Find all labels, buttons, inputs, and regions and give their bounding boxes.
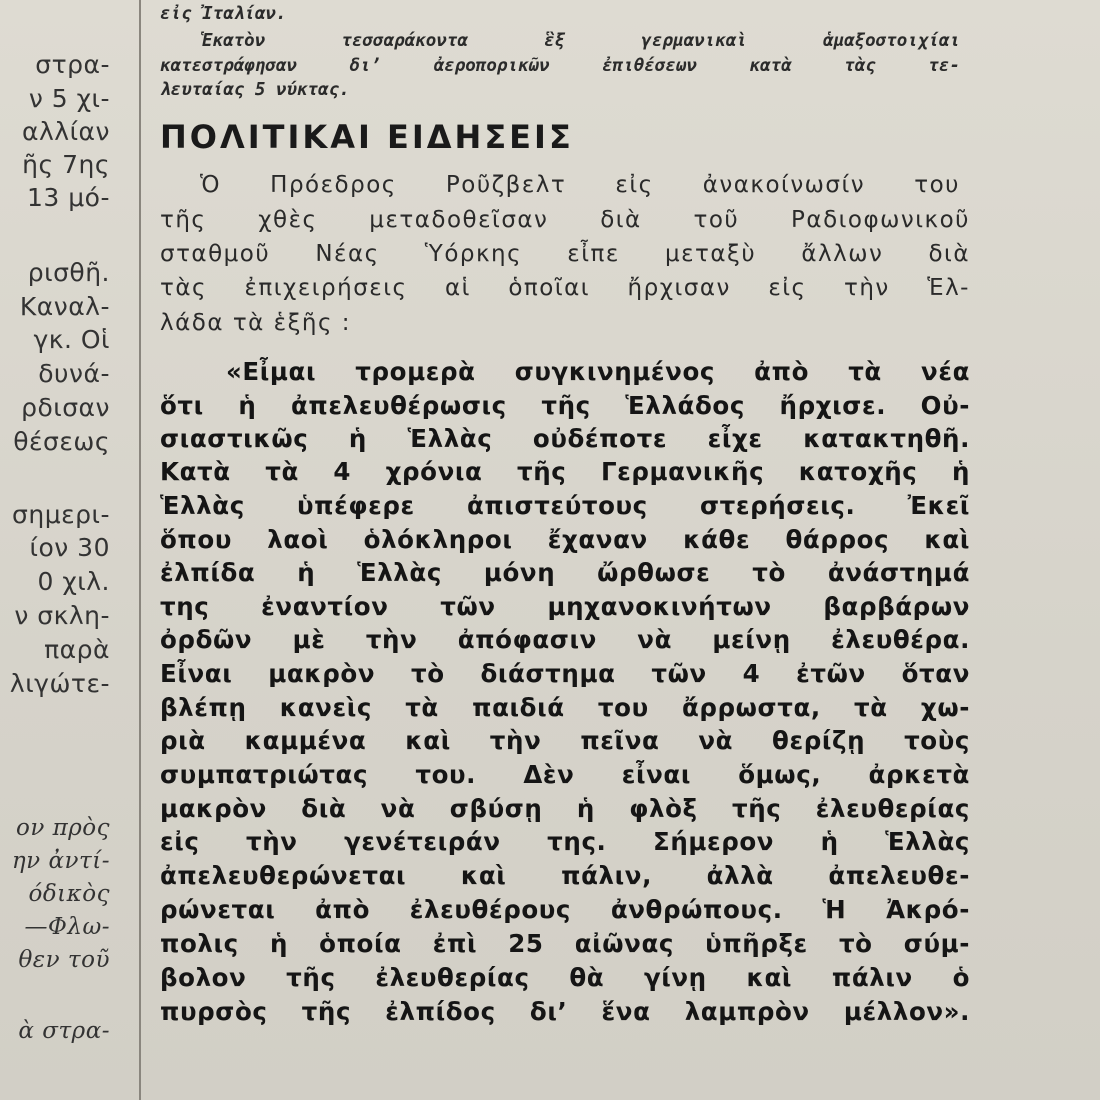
quote-line: πολις ἡ ὁποία ἐπὶ 25 αἰῶνας ὑπῆρξε τὸ σύμ- bbox=[160, 929, 970, 958]
left-line: λιγώτε- bbox=[9, 669, 110, 698]
intro-line: λάδα τὰ ἑξῆς : bbox=[160, 310, 352, 336]
top-snippet-line: εἰς Ἰταλίαν. bbox=[160, 4, 287, 24]
top-snippet-line: Ἑκατὸν τεσσαράκοντα ἓξ γερμανικαὶ ἁμαξοστοιχίαι bbox=[202, 31, 960, 51]
quote-line: βλέπῃ κανεὶς τὰ παιδιά του ἄρρωστα, τὰ χω- bbox=[160, 693, 970, 722]
left-line: θέσεως bbox=[13, 427, 110, 456]
left-line: ίον 30 bbox=[29, 533, 110, 562]
quote-line: ὅτι ἡ ἀπελευθέρωσις τῆς Ἑλλάδος ἤρχισε. Οὐ- bbox=[160, 391, 970, 420]
intro-line: τὰς ἐπιχειρήσεις αἱ ὁποῖαι ἤρχισαν εἰς τὴν Ἑλ- bbox=[160, 275, 970, 301]
left-line: 13 μό- bbox=[27, 183, 110, 212]
intro-line: τῆς χθὲς μεταδοθεῖσαν διὰ τοῦ Ραδιοφωνικοῦ bbox=[160, 207, 970, 233]
left-line: αλλίαν bbox=[22, 117, 110, 146]
left-line: ον πρὸς bbox=[15, 815, 110, 841]
left-line: στρα- bbox=[35, 50, 110, 79]
left-line: σημερι- bbox=[12, 500, 110, 529]
left-line: 0 χιλ. bbox=[37, 567, 110, 596]
left-line: ν σκλη- bbox=[14, 601, 110, 630]
quote-line: ρώνεται ἀπὸ ἐλευθέρους ἀνθρώπους. Ἡ Ἀκρό- bbox=[160, 895, 970, 924]
left-line: ν 5 χι- bbox=[28, 84, 110, 113]
quote-line: βολον τῆς ἐλευθερίας θὰ γίνῃ καὶ πάλιν ὁ bbox=[160, 963, 970, 992]
left-line: όδικὸς bbox=[28, 881, 110, 907]
left-line: ην ἀντί- bbox=[11, 848, 110, 874]
quote-line: ὅπου λαοὶ ὁλόκληροι ἔχαναν κάθε θάρρος καὶ bbox=[160, 525, 970, 554]
left-line: δυνά- bbox=[38, 359, 110, 388]
top-snippet-line: κατεστράφησαν δι’ ἀεροπορικῶν ἐπιθέσεων κατὰ τὰς τε- bbox=[160, 56, 960, 76]
column-divider bbox=[139, 0, 141, 1100]
quote-line: σιαστικῶς ἡ Ἑλλὰς οὐδέποτε εἶχε κατακτηθῆ. bbox=[160, 424, 970, 453]
top-snippet-line: λευταίας 5 νύκτας. bbox=[160, 80, 350, 100]
quote-line: «Εἶμαι τρομερὰ συγκινημένος ἀπὸ τὰ νέα bbox=[226, 357, 970, 386]
section-heading: ΠΟΛΙΤΙΚΑΙ ΕΙΔΗΣΕΙΣ bbox=[160, 118, 574, 156]
left-line: ὰ στρα- bbox=[18, 1018, 110, 1044]
quote-line: ἐλπίδα ἡ Ἑλλὰς μόνη ὤρθωσε τὸ ἀνάστημά bbox=[160, 558, 970, 587]
intro-line: σταθμοῦ Νέας Ὑόρκης εἶπε μεταξὺ ἄλλων διὰ bbox=[160, 241, 970, 267]
left-line: ῆς 7ης bbox=[22, 150, 110, 179]
left-line: γκ. Οἱ bbox=[33, 325, 110, 354]
quote-line: Ἑλλὰς ὑπέφερε ἀπιστεύτους στερήσεις. Ἐκεῖ bbox=[160, 491, 970, 520]
left-line: ρδισαν bbox=[21, 393, 110, 422]
left-line: θεν τοῦ bbox=[18, 947, 110, 973]
quote-line: Εἶναι μακρὸν τὸ διάστημα τῶν 4 ἐτῶν ὅταν bbox=[160, 659, 970, 688]
quote-line: ὀρδῶν μὲ τὴν ἀπόφασιν νὰ μείνῃ ἐλευθέρα. bbox=[160, 625, 970, 654]
quote-line: ριὰ καμμένα καὶ τὴν πεῖνα νὰ θερίζῃ τοὺς bbox=[160, 726, 970, 755]
quote-line: Κατὰ τὰ 4 χρόνια τῆς Γερμανικῆς κατοχῆς ἡ bbox=[160, 457, 970, 486]
quote-line: συμπατριώτας του. Δὲν εἶναι ὅμως, ἀρκετὰ bbox=[160, 760, 970, 789]
main-column bbox=[160, 0, 990, 1100]
quote-line: μακρὸν διὰ νὰ σβύσῃ ἡ φλὸξ τῆς ἐλευθερίας bbox=[160, 794, 970, 823]
quote-line: της ἐναντίον τῶν μηχανοκινήτων βαρβάρων bbox=[160, 592, 970, 621]
left-line: —Φλω- bbox=[24, 914, 110, 940]
left-column-fragment bbox=[0, 0, 132, 1100]
left-line: ρισθῆ. bbox=[27, 258, 110, 287]
left-line: παρὰ bbox=[44, 635, 110, 664]
quote-line: ἀπελευθερώνεται καὶ πάλιν, ἀλλὰ ἀπελευθε- bbox=[160, 861, 970, 890]
quote-line: πυρσὸς τῆς ἐλπίδος δι’ ἕνα λαμπρὸν μέλλον». bbox=[160, 997, 970, 1026]
left-line: Καναλ- bbox=[19, 292, 110, 321]
quote-line: εἰς τὴν γενέτειράν της. Σήμερον ἡ Ἑλλὰς bbox=[160, 827, 970, 856]
intro-line: Ὁ Πρόεδρος Ροῦζβελτ εἰς ἀνακοίνωσίν του bbox=[200, 172, 960, 198]
